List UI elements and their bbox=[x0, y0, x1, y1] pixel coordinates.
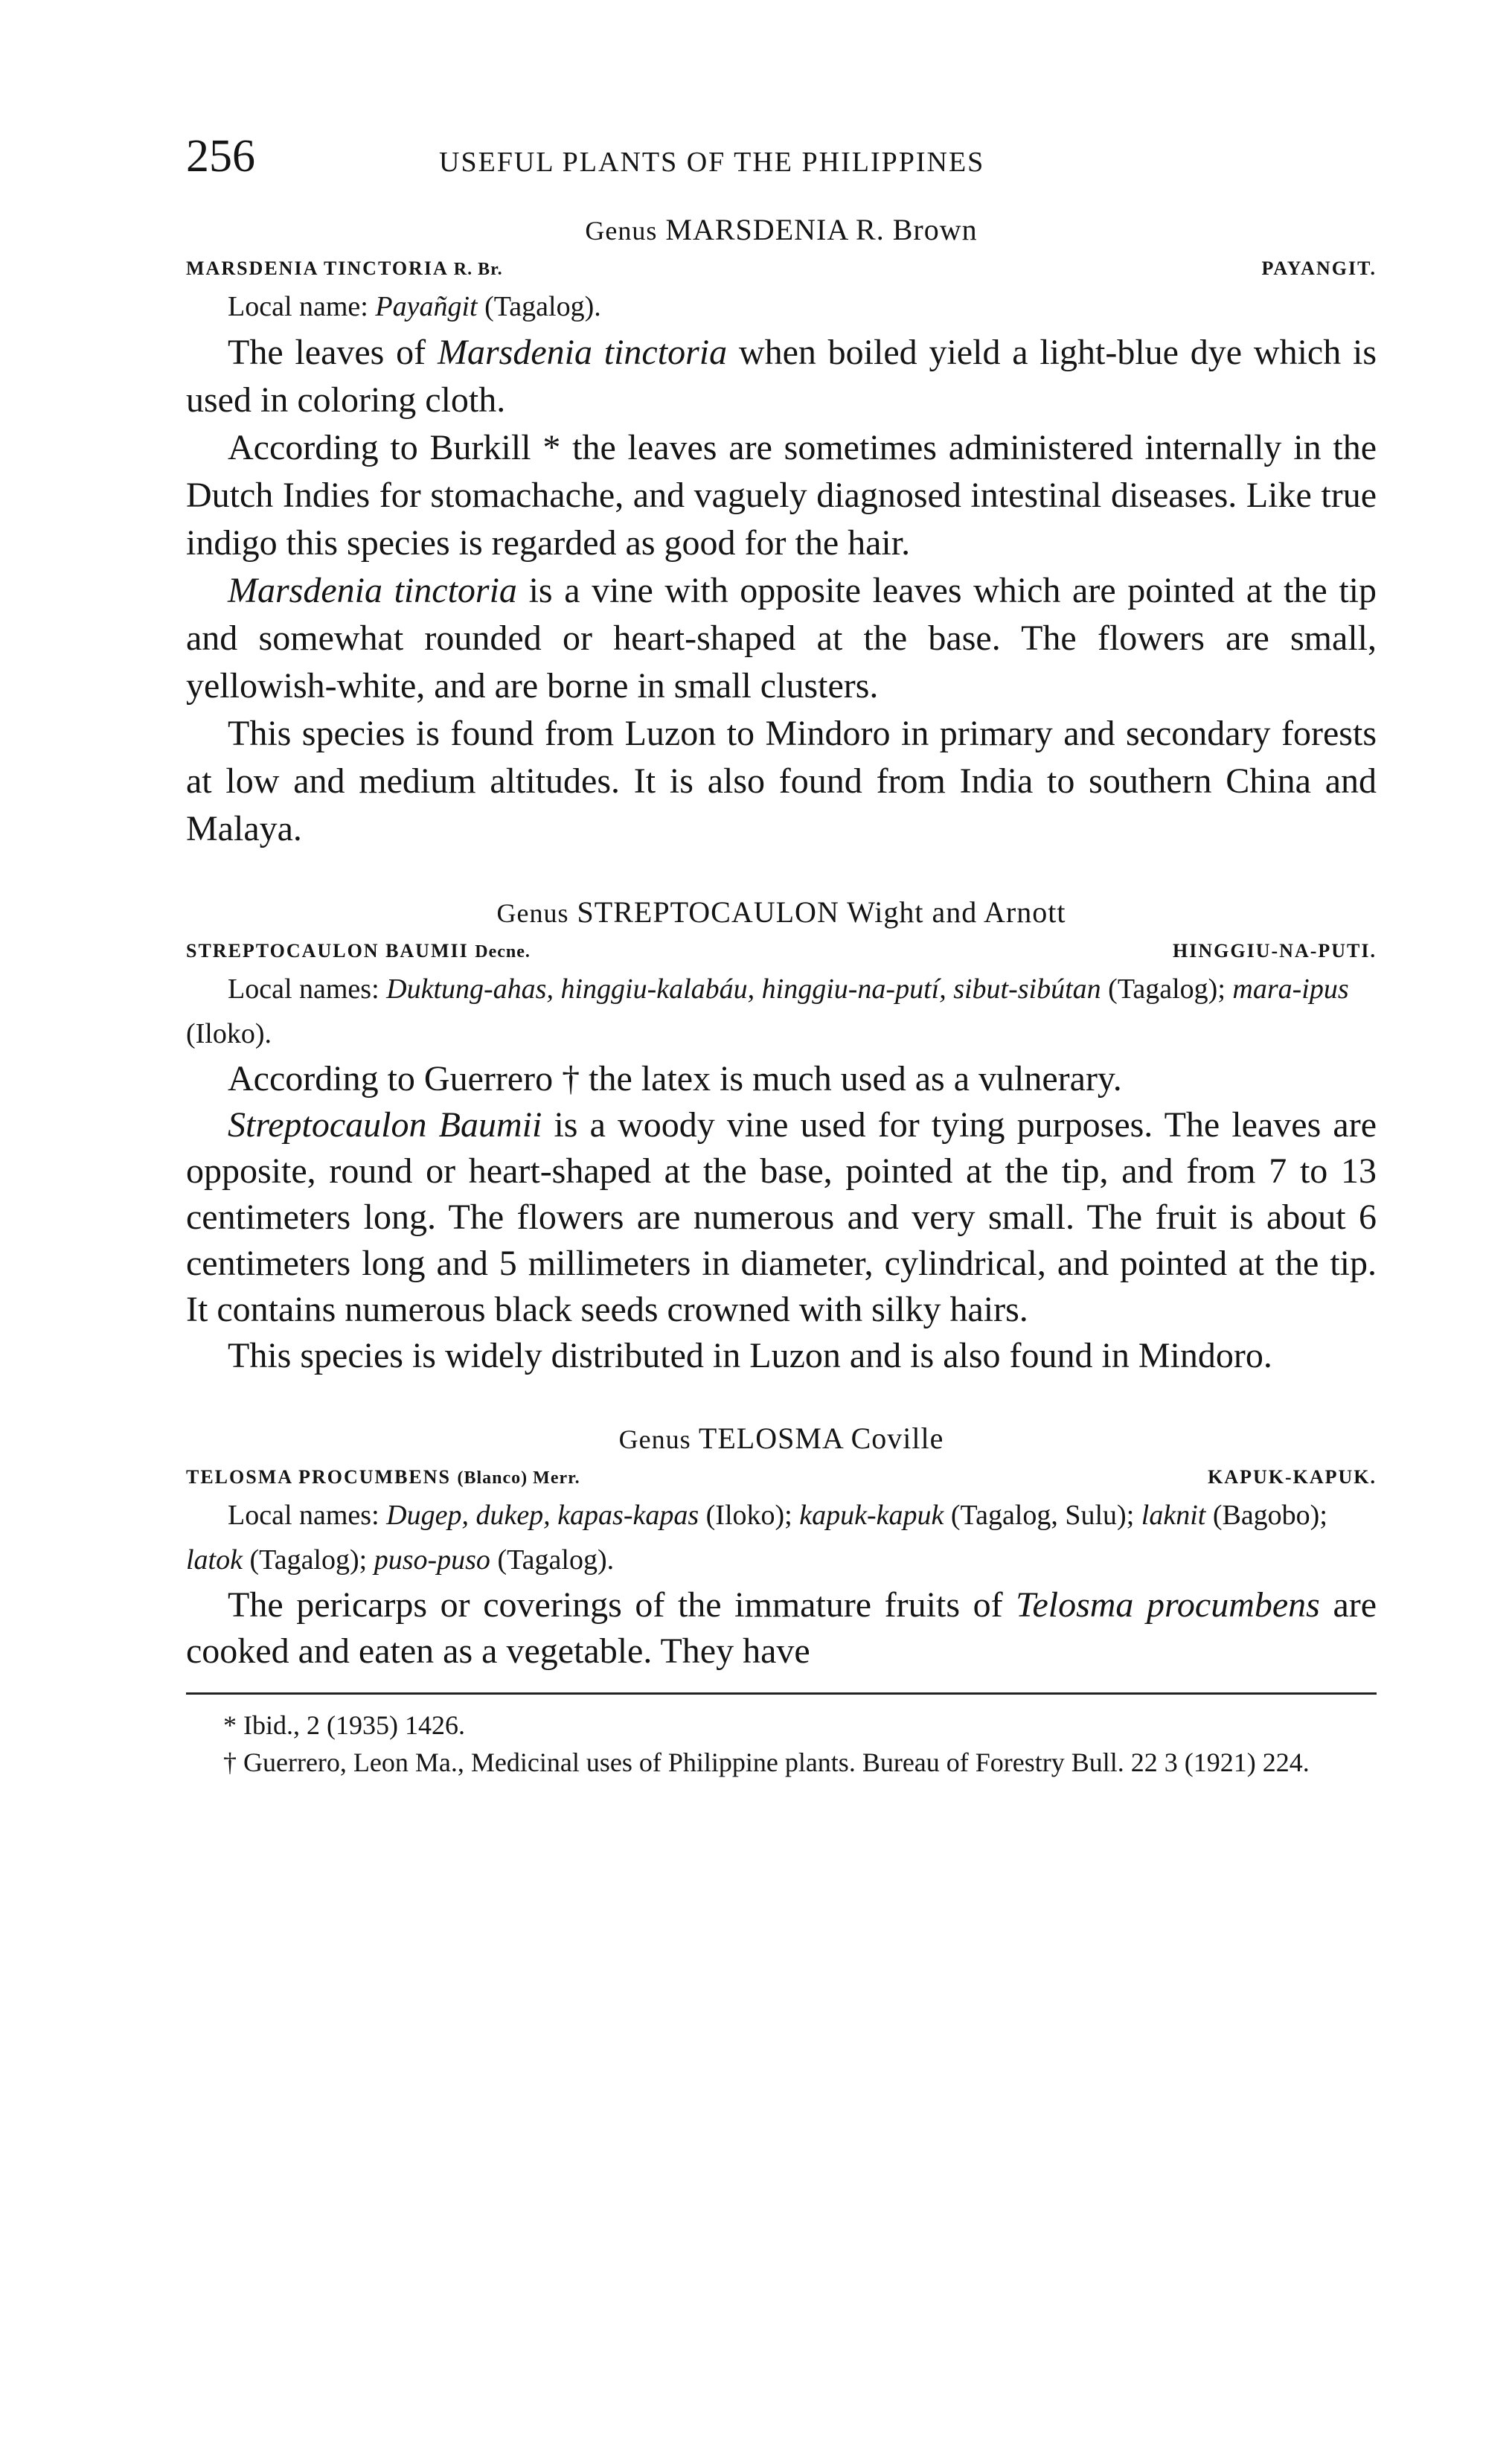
local-name: sibut-sibútan bbox=[953, 973, 1101, 1005]
paragraph bbox=[186, 567, 1377, 710]
text-run: are cooked and eaten as a vegetable. They have bbox=[186, 1585, 1377, 1671]
local-label: Local names: bbox=[228, 1500, 379, 1531]
species-italic: Telosma procumbens bbox=[1016, 1585, 1320, 1625]
local-name: mara-ipus bbox=[1232, 973, 1349, 1005]
paragraph bbox=[186, 1102, 1377, 1333]
local-language: (Tagalog); bbox=[249, 1544, 368, 1576]
local-names-marsdenia bbox=[186, 284, 1377, 329]
running-head bbox=[186, 130, 1377, 190]
local-language: (Iloko). bbox=[186, 1018, 272, 1049]
genus-name: MARSDENIA R. Brown bbox=[665, 213, 978, 246]
species-italic: Marsdenia tinctoria bbox=[228, 571, 517, 610]
paragraph bbox=[186, 329, 1377, 424]
genus-heading-telosma bbox=[186, 1421, 1377, 1456]
local-label: Local name: bbox=[228, 291, 368, 322]
species-authority: R. Br. bbox=[453, 260, 503, 279]
running-title: USEFUL PLANTS OF THE PHILIPPINES bbox=[439, 147, 985, 178]
footnote: * Ibid., 2 (1935) 1426. bbox=[223, 1710, 465, 1740]
species-name bbox=[186, 258, 503, 280]
text-run: is a vine with opposite leaves which are pointed at the tip and somewhat rounded or heart-shaped at the base. The flowers are small, yellowish-white, and are borne in small clusters. bbox=[186, 571, 1377, 706]
genus-heading-streptocaulon bbox=[186, 895, 1377, 930]
paragraph: This species is found from Luzon to Mindoro in primary and secondary forests at low and medium altitudes. It is also found from India to southern China and Malaya. bbox=[186, 714, 1377, 848]
species-italic: Marsdenia tinctoria bbox=[437, 333, 728, 372]
species-name bbox=[186, 1466, 580, 1488]
local-name: hinggiu-kalabáu, bbox=[560, 973, 755, 1005]
local-name: laknit bbox=[1141, 1500, 1206, 1531]
genus-word: Genus bbox=[585, 216, 658, 246]
local-name: kapuk-kapuk bbox=[799, 1500, 944, 1531]
local-language: (Tagalog); bbox=[1108, 973, 1226, 1005]
genus-word: Genus bbox=[618, 1424, 691, 1454]
local-label: Local names: bbox=[228, 973, 379, 1005]
genus-name: TELOSMA Coville bbox=[698, 1422, 944, 1455]
common-name: HINGGIU-NA-PUTI. bbox=[1173, 940, 1377, 962]
footnote-divider bbox=[186, 1692, 1377, 1695]
genus-word: Genus bbox=[496, 898, 569, 928]
local-language: (Bagobo); bbox=[1212, 1500, 1327, 1531]
text-run: The pericarps or coverings of the immature fruits of bbox=[228, 1585, 1003, 1625]
paragraph: This species is widely distributed in Luzon and is also found in Mindoro. bbox=[228, 1336, 1272, 1375]
species-name bbox=[186, 940, 531, 962]
common-name: PAYANGIT. bbox=[1261, 258, 1377, 279]
paragraph: According to Burkill * the leaves are sometimes administered internally in the Dutch Indies for stomachache, and vaguely diagnosed intestinal diseases. Like true indigo this species is regarded as good for the hair. bbox=[186, 428, 1377, 563]
species-line-telosma bbox=[186, 1466, 1377, 1488]
species-line-streptocaulon bbox=[186, 940, 1377, 962]
footnote: † Guerrero, Leon Ma., Medicinal uses of Philippine plants. Bureau of Forestry Bull. 22 3 (1921) 224. bbox=[223, 1747, 1310, 1777]
local-language: (Iloko); bbox=[705, 1500, 792, 1531]
text-run: is a woody vine used for tying purposes. The leaves are opposite, round or heart-shaped at the base, pointed at the tip, and from 7 to 13 centimeters long. The flowers are numerous and very small. The fruit is about 6 centimeters long and 5 millimeters in diameter, cylindrical, and pointed at the tip. It contains numerous black seeds crowned with silky hairs. bbox=[186, 1105, 1377, 1329]
local-language: (Tagalog). bbox=[497, 1544, 615, 1576]
genus-heading-marsdenia bbox=[186, 212, 1377, 247]
local-name: hinggiu-na-putí, bbox=[761, 973, 946, 1005]
local-name: dukep, bbox=[475, 1500, 551, 1531]
species-authority: Decne. bbox=[475, 942, 531, 962]
species-italic: Streptocaulon Baumii bbox=[228, 1105, 542, 1145]
species-authority: (Blanco) Merr. bbox=[457, 1468, 580, 1488]
local-names-telosma bbox=[186, 1493, 1377, 1582]
common-name: KAPUK-KAPUK. bbox=[1208, 1466, 1377, 1488]
local-language: (Tagalog, Sulu); bbox=[950, 1500, 1135, 1531]
local-name: latok bbox=[186, 1544, 243, 1576]
local-name: Payañgit bbox=[375, 291, 478, 322]
text-run: The leaves of bbox=[228, 333, 426, 372]
species-binomial: TELOSMA PROCUMBENS bbox=[186, 1466, 451, 1488]
local-language: (Tagalog). bbox=[484, 291, 601, 322]
species-binomial: MARSDENIA TINCTORIA bbox=[186, 258, 448, 279]
paragraph: According to Guerrero † the latex is much used as a vulnerary. bbox=[228, 1059, 1122, 1099]
text-run: when boiled yield a light-blue dye which is used in coloring cloth. bbox=[186, 333, 1377, 420]
page-number: 256 bbox=[186, 131, 255, 182]
book-page bbox=[186, 130, 1377, 1781]
local-name: Dugep, bbox=[386, 1500, 469, 1531]
local-name: kapas-kapas bbox=[557, 1500, 699, 1531]
species-binomial: STREPTOCAULON BAUMII bbox=[186, 940, 469, 962]
species-line-marsdenia bbox=[186, 258, 1377, 280]
local-name: puso-puso bbox=[374, 1544, 490, 1576]
local-names-streptocaulon bbox=[186, 967, 1377, 1056]
paragraph bbox=[186, 1582, 1377, 1675]
genus-name: STREPTOCAULON Wight and Arnott bbox=[577, 895, 1066, 929]
local-name: Duktung-ahas, bbox=[386, 973, 554, 1005]
